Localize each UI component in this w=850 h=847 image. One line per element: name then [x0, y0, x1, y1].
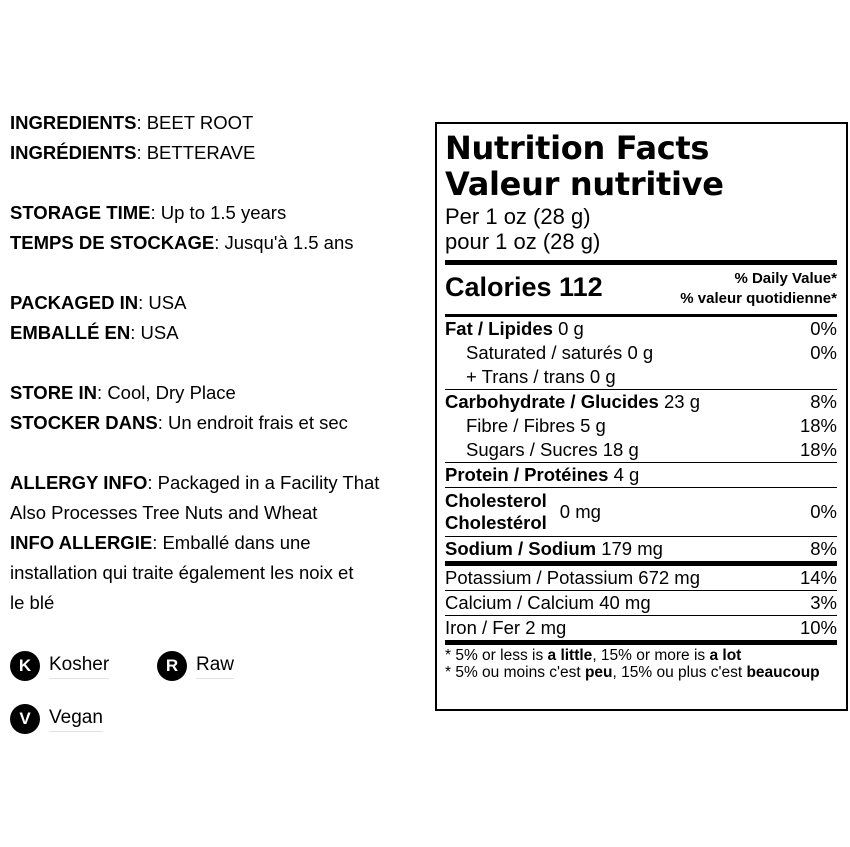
- nutrition-title-fr: Valeur nutritive: [445, 165, 724, 203]
- packaged-fr-value: : USA: [130, 322, 179, 343]
- daily-value-en: % Daily Value*: [734, 270, 837, 287]
- footnote-fr-text-1: * 5% ou moins c'est: [445, 664, 585, 681]
- store-en-value: : Cool, Dry Place: [97, 382, 236, 403]
- footnote-en-bold-1: a little: [547, 647, 593, 664]
- daily-value-header: [680, 268, 837, 309]
- kosher-badge: [10, 651, 109, 681]
- packaged-en: [10, 288, 435, 318]
- ingredients-fr-value: : BETTERAVE: [136, 142, 256, 163]
- fat-row: [445, 317, 837, 341]
- iron-dv: 10%: [799, 617, 837, 638]
- allergy-en-value-1: : Packaged in a Facility That: [147, 472, 380, 493]
- spacer: [10, 168, 435, 198]
- calories: Calories 112: [445, 272, 603, 302]
- allergy-fr-value-3: le blé: [10, 592, 55, 613]
- cholesterol-fr: Cholestérol: [445, 512, 547, 533]
- spacer: [10, 348, 435, 378]
- kosher-icon: K: [10, 651, 40, 681]
- trans-row: [445, 365, 837, 389]
- trans-label: + Trans / trans 0 g: [466, 366, 616, 387]
- allergy-en-line-1: [10, 468, 435, 498]
- sodium-dv: 8%: [810, 538, 837, 559]
- potassium-dv: 14%: [799, 567, 837, 588]
- packaged-en-value: : USA: [138, 292, 187, 313]
- footnote: [445, 647, 837, 681]
- cholesterol-amount: 0 mg: [559, 501, 601, 522]
- cholesterol-label: [445, 490, 547, 534]
- calcium-row: [445, 591, 837, 615]
- allergy-en-value-2: Also Processes Tree Nuts and Wheat: [10, 502, 318, 523]
- raw-icon: R: [157, 651, 187, 681]
- kosher-label: Kosher: [49, 653, 109, 679]
- daily-value-fr: % valeur quotidienne*: [680, 290, 837, 307]
- allergy-fr-label: INFO ALLERGIE: [10, 532, 153, 553]
- serving-size-en: Per 1 oz (28 g): [445, 204, 591, 229]
- sugars-dv: 18%: [799, 439, 837, 460]
- sodium-amount: 179 mg: [596, 538, 663, 559]
- footnote-fr-bold-2: beaucoup: [746, 664, 820, 681]
- ingredients-en-label: INGREDIENTS: [10, 112, 137, 133]
- protein-amount: 4 g: [608, 464, 640, 485]
- packaged-fr: [10, 318, 435, 348]
- storage-fr-value: : Jusqu'à 1.5 ans: [214, 232, 354, 253]
- footnote-fr: [445, 664, 837, 681]
- divider: [445, 260, 837, 265]
- vegan-badge: [10, 704, 103, 734]
- raw-label: Raw: [196, 653, 234, 679]
- vegan-label: Vegan: [49, 706, 103, 732]
- sugars-label: Sugars / Sucres 18 g: [466, 439, 639, 460]
- storage-en-value: : Up to 1.5 years: [150, 202, 287, 223]
- packaged-en-label: PACKAGED IN: [10, 292, 139, 313]
- protein-label: Protein / Protéines: [445, 464, 609, 485]
- spacer: [10, 438, 435, 468]
- ingredients-fr-label: INGRÉDIENTS: [10, 142, 137, 163]
- fat-label: Fat / Lipides: [445, 318, 553, 339]
- vegan-icon: V: [10, 704, 40, 734]
- allergy-en-line-2: [10, 498, 435, 528]
- allergy-en-label: ALLERGY INFO: [10, 472, 148, 493]
- storage-en-label: STORAGE TIME: [10, 202, 151, 223]
- serving-size-fr: pour 1 oz (28 g): [445, 229, 601, 254]
- carb-amount: 23 g: [658, 391, 700, 412]
- fibre-row: [445, 414, 837, 438]
- sodium-row: [445, 537, 837, 561]
- divider: [445, 640, 837, 645]
- iron-label: Iron / Fer 2 mg: [445, 617, 567, 638]
- footnote-en: [445, 647, 837, 664]
- saturated-row: [445, 341, 837, 365]
- allergy-fr-value-1: : Emballé dans une: [152, 532, 311, 553]
- ingredients-fr: [10, 138, 435, 168]
- cholesterol-en: Cholesterol: [445, 490, 547, 511]
- fibre-label: Fibre / Fibres 5 g: [466, 415, 606, 436]
- fat-dv: 0%: [810, 318, 837, 339]
- protein-row: [445, 463, 837, 487]
- store-en-label: STORE IN: [10, 382, 98, 403]
- saturated-dv: 0%: [810, 342, 837, 363]
- iron-row: [445, 616, 837, 640]
- storage-fr: [10, 228, 435, 258]
- footnote-fr-text-2: , 15% ou plus c'est: [612, 664, 747, 681]
- potassium-row: [445, 566, 837, 590]
- store-fr-label: STOCKER DANS: [10, 412, 158, 433]
- fibre-dv: 18%: [799, 415, 837, 436]
- nutrition-title-en: Nutrition Facts: [445, 129, 710, 167]
- allergy-fr-line-3: [10, 588, 435, 618]
- sugars-row: [445, 438, 837, 462]
- fat-amount: 0 g: [552, 318, 584, 339]
- carb-label: Carbohydrate / Glucides: [445, 391, 659, 412]
- storage-en: [10, 198, 435, 228]
- raw-badge: [157, 651, 234, 681]
- ingredients-en: [10, 108, 435, 138]
- allergy-fr-line-2: [10, 558, 435, 588]
- calcium-label: Calcium / Calcium 40 mg: [445, 592, 651, 613]
- ingredients-en-value: : BEET ROOT: [136, 112, 254, 133]
- store-fr: [10, 408, 435, 438]
- allergy-fr-value-2: installation qui traite également les noix et: [10, 562, 354, 583]
- allergy-fr-line-1: [10, 528, 435, 558]
- packaged-fr-label: EMBALLÉ EN: [10, 322, 131, 343]
- cholesterol-dv: 0%: [810, 501, 837, 522]
- footnote-en-text-1: * 5% or less is: [445, 647, 548, 664]
- storage-fr-label: TEMPS DE STOCKAGE: [10, 232, 215, 253]
- cholesterol-row: [445, 488, 837, 536]
- calcium-dv: 3%: [810, 592, 837, 613]
- calories-row: [445, 268, 837, 314]
- carb-row: [445, 390, 837, 414]
- footnote-en-text-2: , 15% or more is: [592, 647, 710, 664]
- saturated-label: Saturated / saturés 0 g: [466, 342, 654, 363]
- footnote-en-bold-2: a lot: [709, 647, 742, 664]
- carb-dv: 8%: [810, 391, 837, 412]
- spacer: [10, 258, 435, 288]
- sodium-label: Sodium / Sodium: [445, 538, 597, 559]
- store-en: [10, 378, 435, 408]
- store-fr-value: : Un endroit frais et sec: [157, 412, 348, 433]
- footnote-fr-bold-1: peu: [584, 664, 613, 681]
- product-info: [10, 108, 435, 618]
- nutrition-facts-panel: [435, 122, 848, 711]
- potassium-label: Potassium / Potassium 672 mg: [445, 567, 700, 588]
